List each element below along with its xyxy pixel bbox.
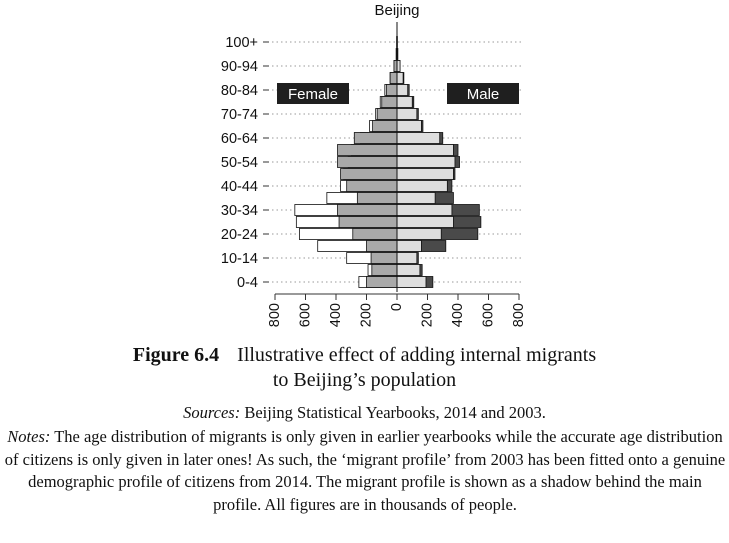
- bar-female-citizens-65-69: [373, 121, 397, 132]
- x-tick-label: 400: [328, 303, 344, 328]
- bar-male-citizens-50-54: [397, 157, 455, 168]
- bar-male-citizens-0-4: [397, 277, 426, 288]
- y-tick-label: 70-74: [220, 107, 258, 123]
- bar-female-citizens-40-44: [347, 181, 397, 192]
- x-tick-label: 400: [450, 303, 466, 328]
- y-tick-label: 40-44: [220, 179, 258, 195]
- x-tick-label: 0: [389, 303, 405, 312]
- bar-female-citizens-5-9: [372, 265, 397, 276]
- bar-female-citizens-15-19: [367, 241, 398, 252]
- y-tick-label: 100+: [225, 35, 258, 51]
- y-tick-label: 80-84: [220, 83, 258, 99]
- bar-female-citizens-50-54: [338, 157, 397, 168]
- bar-male-citizens-45-49: [397, 169, 453, 180]
- y-tick-label: 20-24: [220, 227, 258, 243]
- bar-female-citizens-10-14: [371, 253, 397, 264]
- bar-female-citizens-0-4: [367, 277, 398, 288]
- bar-male-citizens-70-74: [397, 109, 417, 120]
- chart-title: Beijing: [374, 2, 420, 19]
- bar-male-citizens-55-59: [397, 145, 453, 156]
- y-tick-label: 90-94: [220, 59, 258, 75]
- notes-text: The age distribution of migrants is only given in earlier yearbooks while the accurate age distribution of citizens is only given in later ones! As such, the ‘migrant profile’ from 2003 has been fitted onto a genuine demographic profile of citizens from 2014. The migrant profile is shown as a shadow behind the main profile. All figures are in thousands of people.: [4, 427, 726, 514]
- bar-male-citizens-20-24: [397, 229, 441, 240]
- x-tick-label: 200: [358, 303, 375, 328]
- legend-female-label: Female: [287, 86, 339, 103]
- bar-female-citizens-75-79: [382, 97, 397, 108]
- sources-line: [0, 402, 729, 424]
- sources-label: Sources:: [183, 403, 241, 422]
- figure-caption: [0, 343, 729, 393]
- figure-label: Figure 6.4: [132, 344, 220, 366]
- x-tick-label: 200: [419, 303, 436, 328]
- bar-male-citizens-85-89: [397, 73, 403, 84]
- bar-female-citizens-55-59: [338, 145, 397, 156]
- bar-male-citizens-5-9: [397, 265, 420, 276]
- bar-female-citizens-80-84: [386, 85, 397, 96]
- bar-female-citizens-25-29: [339, 217, 397, 228]
- bar-male-citizens-75-79: [397, 97, 412, 108]
- bar-female-citizens-60-64: [354, 133, 397, 144]
- bar-male-citizens-60-64: [397, 133, 440, 144]
- sources-text: Beijing Statistical Yearbooks, 2014 and 2003.: [240, 403, 546, 422]
- bar-male-citizens-40-44: [397, 181, 447, 192]
- bar-female-citizens-85-89: [390, 73, 397, 84]
- bar-female-citizens-35-39: [357, 193, 397, 204]
- x-tick-label: 800: [267, 303, 283, 328]
- bar-male-citizens-65-69: [397, 121, 421, 132]
- bar-female-citizens-20-24: [353, 229, 397, 240]
- y-tick-label: 60-64: [220, 131, 258, 147]
- notes-label: Notes:: [7, 427, 51, 446]
- caption-line-2: to Beijing’s population: [272, 369, 457, 391]
- bar-female-citizens-30-34: [338, 205, 397, 216]
- y-tick-label: 10-14: [220, 251, 258, 267]
- y-tick-label: 50-54: [220, 155, 258, 171]
- x-tick-label: 600: [297, 303, 314, 328]
- bar-male-citizens-30-34: [397, 205, 452, 216]
- legend-male-label: Male: [466, 86, 500, 103]
- bar-female-citizens-70-74: [377, 109, 397, 120]
- bar-female-citizens-45-49: [341, 169, 397, 180]
- caption-line-1: Illustrative effect of adding internal migrants: [237, 344, 597, 366]
- x-tick-label: 600: [480, 303, 497, 328]
- bar-male-citizens-80-84: [397, 85, 408, 96]
- bar-male-citizens-15-19: [397, 241, 421, 252]
- bar-male-citizens-10-14: [397, 253, 417, 264]
- y-tick-label: 30-34: [220, 203, 258, 219]
- y-tick-label: 0-4: [237, 275, 258, 291]
- bar-male-citizens-25-29: [397, 217, 453, 228]
- bar-male-citizens-35-39: [397, 193, 435, 204]
- notes-paragraph: [4, 426, 726, 516]
- x-tick-label: 800: [511, 303, 527, 328]
